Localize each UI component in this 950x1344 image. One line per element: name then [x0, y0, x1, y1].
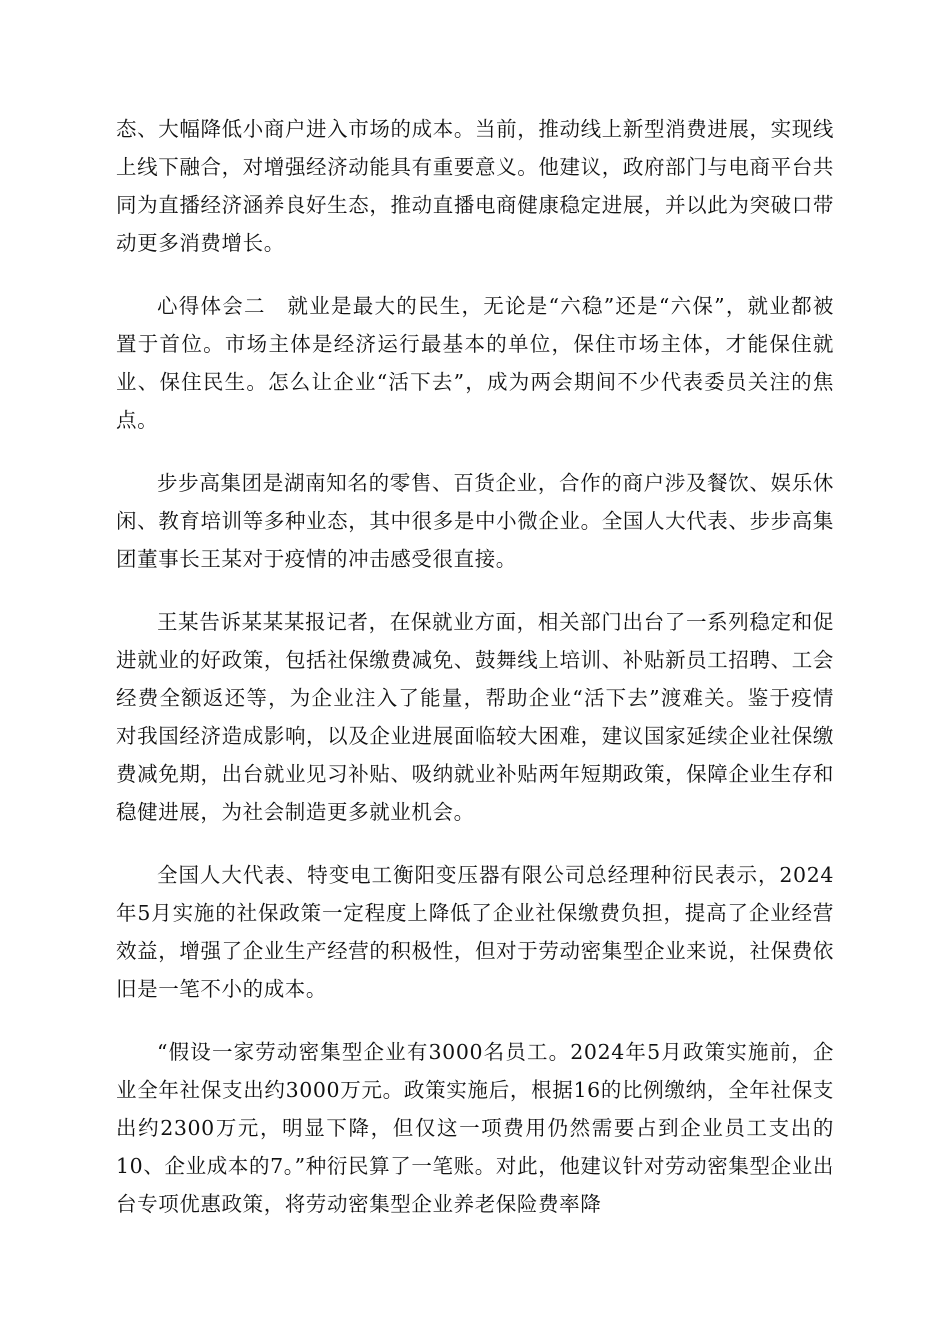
paragraph-4: 王某告诉某某某报记者，在保就业方面，相关部门出台了一系列稳定和促进就业的好政策，包括社保缴费减免、鼓舞线上培训、补贴新员工招聘、工会经费全额返还等，为企业注入了能量，帮助企业“活下去”渡难关。鉴于疫情对我国经济造成影响，以及企业进展面临较大困难，建议国家延续企业社保缴费减免期，出台就业见习补贴、吸纳就业补贴两年短期政策，保障企业生存和稳健进展，为社会制造更多就业机会。	[116, 610, 834, 824]
paragraph-6: “假设一家劳动密集型企业有3000名员工。2024年5月政策实施前，企业全年社保支出约3000万元。政策实施后，根据16的比例缴纳，全年社保支出约2300万元，明显下降，但仅这一项费用仍然需要占到企业员工支出的10、企业成本的7。”种衍民算了一笔账。对此，他建议针对劳动密集型企业出台专项优惠政策，将劳动密集型企业养老保险费率降	[116, 1040, 834, 1216]
paragraph-1: 态、大幅降低小商户进入市场的成本。当前，推动线上新型消费进展，实现线上线下融合，对增强经济动能具有重要意义。他建议，政府部门与电商平台共同为直播经济涵养良好生态，推动直播电商健康稳定进展，并以此为突破口带动更多消费增长。	[116, 117, 834, 255]
paragraph-5: 全国人大代表、特变电工衡阳变压器有限公司总经理种衍民表示，2024年5月实施的社保政策一定程度上降低了企业社保缴费负担，提高了企业经营效益，增强了企业生产经营的积极性，但对于劳动密集型企业来说，社保费依旧是一笔不小的成本。	[116, 863, 834, 1001]
paragraph-3: 步步高集团是湖南知名的零售、百货企业，合作的商户涉及餐饮、娱乐休闲、教育培训等多种业态，其中很多是中小微企业。全国人大代表、步步高集团董事长王某对于疫情的冲击感受很直接。	[116, 471, 834, 571]
document-page	[116, 110, 834, 1223]
paragraph-2: 心得体会二 就业是最大的民生，无论是“六稳”还是“六保”，就业都被置于首位。市场主体是经济运行最基本的单位，保住市场主体，才能保住就业、保住民生。怎么让企业“活下去”，成为两会期间不少代表委员关注的焦点。	[116, 294, 834, 432]
